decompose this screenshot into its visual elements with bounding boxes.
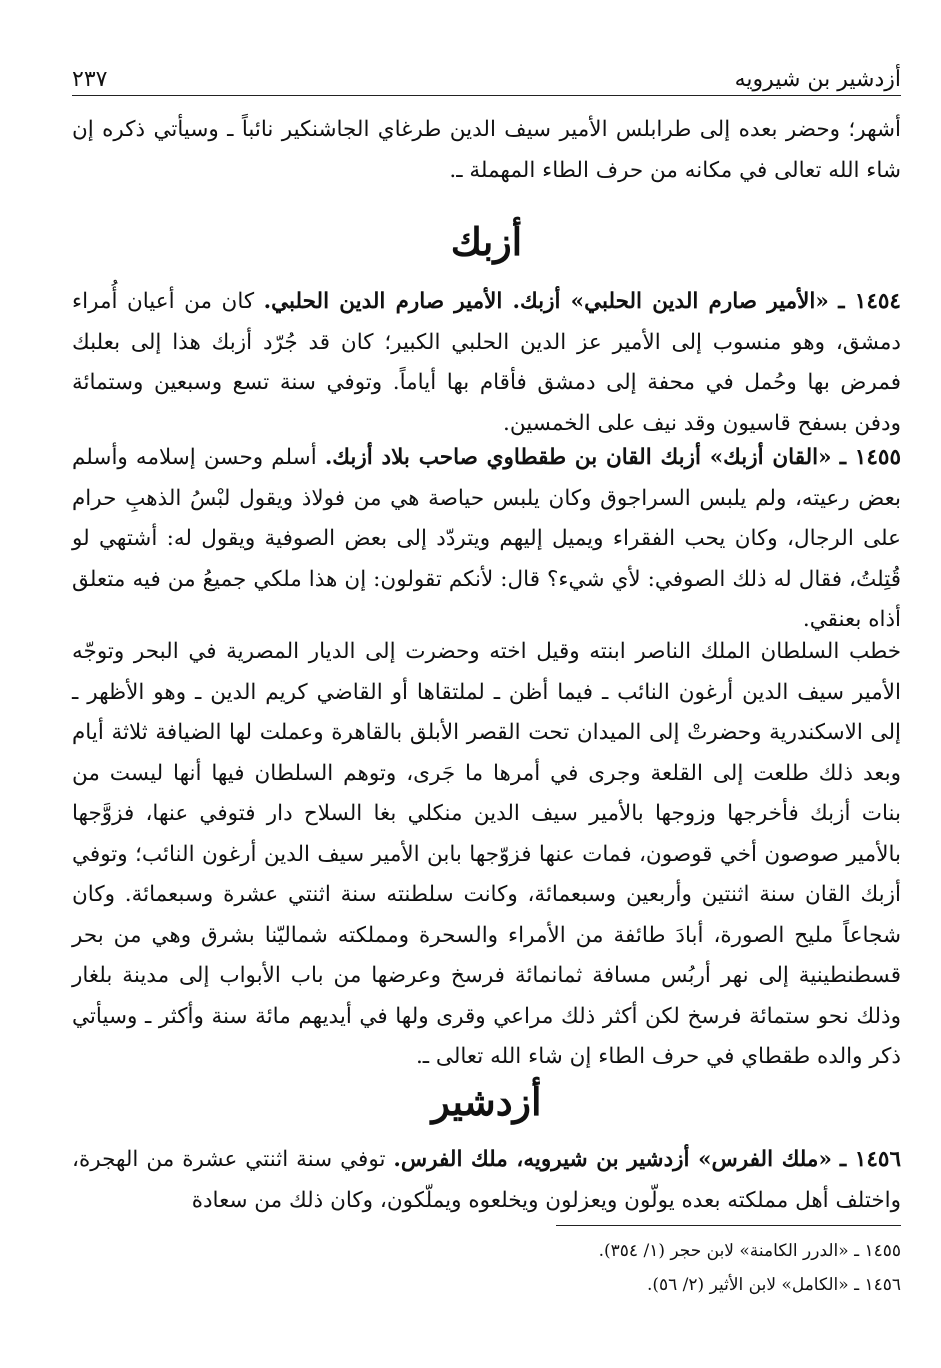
entry-1454 xyxy=(72,282,901,444)
entry-number: ١٤٥٦ ـ xyxy=(839,1147,901,1172)
entry-number: ١٤٥٥ ـ xyxy=(839,445,901,470)
section-title-azbak: أزبك xyxy=(450,219,523,264)
entry-1455 xyxy=(72,438,901,641)
entry-heading: «الأمير صارم الدين الحلبي» أزبك. الأمير صارم الدين الحلبي. xyxy=(263,289,829,314)
section-title-azdashir: أزدشير xyxy=(431,1079,542,1124)
entry-text: كان من أعيان أُمراء دمشق، وهو منسوب إلى الأمير عز الدين الحلبي الكبير؛ كان قد جُرّد أزبك هذا إلى بعلبك فمرض بها وحُمل في محفة إلى دمشق فأقام بها أياماً. وتوفي سنة تسع وسبعين وستمائة ودفن بسفح قاسيون وقد نيف على الخمسين. xyxy=(72,289,901,436)
paragraph-text: خطب السلطان الملك الناصر ابنته وقيل اخته وحضرت إلى الديار المصرية في البحر وتوجّه الأمير سيف الدين أرغون النائب ـ فيما أظن ـ لملتقاها أو القاضي كريم الدين ـ وهو الأظهر ـ إلى الاسكندرية وحضرتْ إلى الميدان تحت القصر الأبلق بالقاهرة وعملت لها الضيافة ثلاثة أيام وبعد ذلك طلعت إلى القلعة وجرى في أمرها ما جَرى، وتوهم السلطان فيها أنها ليست من بنات أزبك فأخرجها وزوجها بالأمير سيف الدين منكلي بغا السلاح دار فتوفي عنها، فزوَّجها بالأمير صوصون أخي قوصون، فمات عنها فزوّجها بابن الأمير سيف الدين أرغون النائب؛ وتوفي أزبك القان سنة اثنتين وأربعين وسبعمائة، وكانت سلطنته سنة اثنتي عشرة وسبعمائة. وكان شجاعاً مليح الصورة، أبادَ طائفة من الأمراء والسحرة ومملكته شماليّنا بشرق وهي من بحر قسطنطينية إلى نهر أربُس مسافة ثمانمائة فرسخ وعرضها من باب الأبواب إلى مدينة بلغار وذلك نحو ستمائة فرسخ لكن أكثر ذلك مراعي وقرى ولها في أيديهم مائة سنة وأكثر ـ وسيأتي ذكر والده طقطاي في حرف الطاء إن شاء الله تعالى ـ. xyxy=(72,639,901,1069)
intro-text: أشهر؛ وحضر بعده إلى طرابلس الأمير سيف الدين طرغاي الجاشنكير نائباً ـ وسيأتي ذكره إن شاء الله تعالى في مكانه من حرف الطاء المهملة ـ. xyxy=(72,117,901,183)
running-title: أزدشير بن شيرويه xyxy=(734,67,901,92)
entry-text: أسلم وحسن إسلامه وأسلم بعض رعيته، ولم يلبس السراجوق وكان يلبس حياصة هي من فولاذ ويقول لبْسُ الذهبِ حرام على الرجال، وكان يحب الفقراء ويميل إليهم ويتردّد إلى بعض الصوفية ويقول له: أشتهي لو قُتِلتُ، فقال له ذلك الصوفي: لأي شيء؟ قال: لأنكم تقولون: إن هذا ملكي جميعُ من فيه متعلق أذاه بعنقي. xyxy=(72,445,901,632)
entry-heading: «ملك الفرس» أزدشير بن شيرويه، ملك الفرس. xyxy=(393,1147,832,1172)
intro-paragraph xyxy=(72,110,901,191)
page-header xyxy=(72,52,901,92)
section-azdashir xyxy=(72,1072,901,1132)
entry-text: توفي سنة اثنتي عشرة من الهجرة، واختلف أهل مملكته بعده يولّون ويعزلون ويخلعوه ويملّكون، وكان ذلك من سعادة xyxy=(72,1147,901,1213)
footnote-1456: ١٤٥٦ ـ «الكامل» لابن الأثير (٢/ ٥٦). xyxy=(646,1275,901,1295)
page-number: ٢٣٧ xyxy=(72,67,108,92)
section-azbak xyxy=(72,212,901,272)
footnotes xyxy=(72,1234,901,1302)
footnote-1455: ١٤٥٥ ـ «الدرر الكامنة» لابن حجر (١/ ٣٥٤). xyxy=(598,1241,901,1261)
footnote-divider xyxy=(556,1225,901,1226)
header-divider xyxy=(72,95,901,96)
paragraph-azbak-daughter xyxy=(72,632,901,1078)
entry-1456 xyxy=(72,1140,901,1221)
entry-heading: «القان أزبك» أزبك القان بن طقطاوي صاحب بلاد أزبك. xyxy=(324,445,832,470)
entry-number: ١٤٥٤ ـ xyxy=(838,289,901,314)
